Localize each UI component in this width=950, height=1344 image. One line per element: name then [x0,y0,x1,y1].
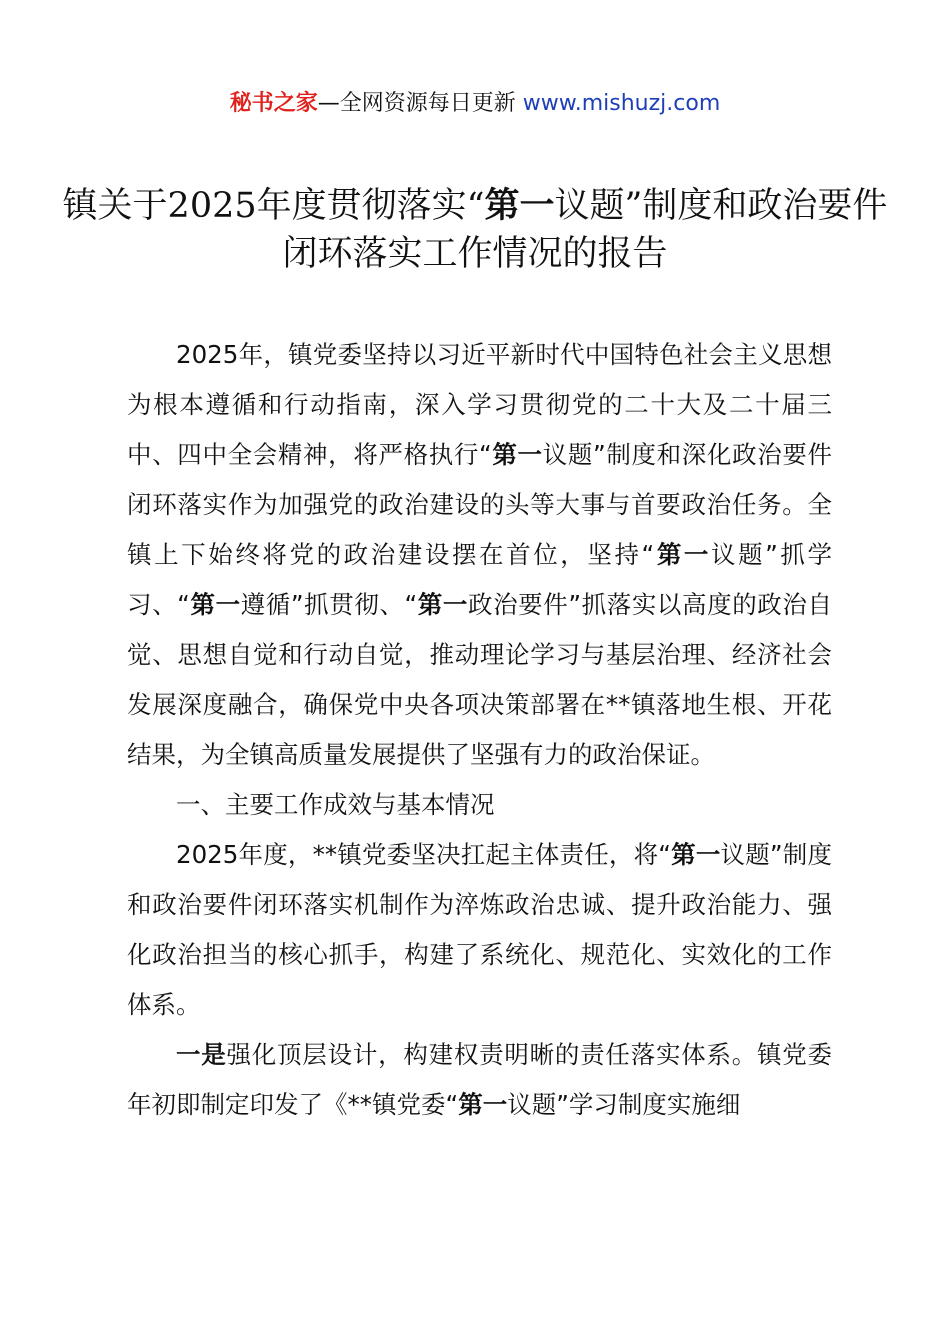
point-lead: 一是 [176,1040,227,1069]
text-run: 政治要件”抓落实以高度的政治自觉、思想自觉和行动自觉，推动理论学习与基层治理、经济社会发展深度融合，确保党中央各项决策部署在**镇落地生根、开花结果，为全镇高质量发展提供了坚强有力的政治保证。 [127,590,832,769]
bold-term: 第一 [670,840,721,869]
paragraph-intro [127,330,832,780]
paragraph-summary [127,830,832,1030]
bold-term: 第一 [458,1090,508,1119]
bold-term: 第一 [654,540,711,569]
bold-term: 第一 [189,590,241,619]
paragraph-point-one [127,1030,832,1130]
text-run: 议题”抓学习、“ [127,540,832,619]
text-run: 议题”制度和深化政治要件闭环落实作为加强党的政治建设的头等大事与首要政治任务。全镇上下始终将党的政治建设摆在首位，坚持“ [127,440,833,569]
document-body [127,330,832,1130]
title-bold-term: 第一 [484,186,555,226]
title-part-1: 镇关于2025年度贯彻落实“ [62,186,485,226]
section-heading: 一、主要工作成效与基本情况 [176,790,495,819]
text-run: 强化顶层设计，构建权责明晰的责任落实体系。镇党委年初即制定印发了《**镇党委“ [127,1040,833,1119]
text-run: 遵循”抓贯彻、“ [240,590,418,619]
title-part-2: 议题”制度和政治要件闭环落实工作情况的报告 [282,186,888,274]
text-run: 议题”制度和政治要件闭环落实机制作为淬炼政治忠诚、提升政治能力、强化政治担当的核心抓手，构建了系统化、规范化、实效化的工作体系。 [127,840,832,1019]
brand-name: 秘书之家 [229,91,318,116]
text-run: 议题”学习制度实施细 [507,1090,741,1119]
header-url[interactable]: www.mishuzj.com [522,91,721,116]
text-run: 2025年度，**镇党委坚决扛起主体责任，将“ [176,840,671,869]
bold-term: 第一 [417,590,468,619]
header-tagline: —全网资源每日更新 [317,91,523,116]
document-title [60,182,890,278]
text-run: 2025年，镇党委坚持以习近平新时代中国特色社会主义思想为根本遵循和行动指南，深入学习贯彻党的二十大及二十届三中、四中全会精神，将严格执行“ [127,340,832,469]
bold-term: 第一 [491,440,543,469]
site-header [0,88,950,120]
